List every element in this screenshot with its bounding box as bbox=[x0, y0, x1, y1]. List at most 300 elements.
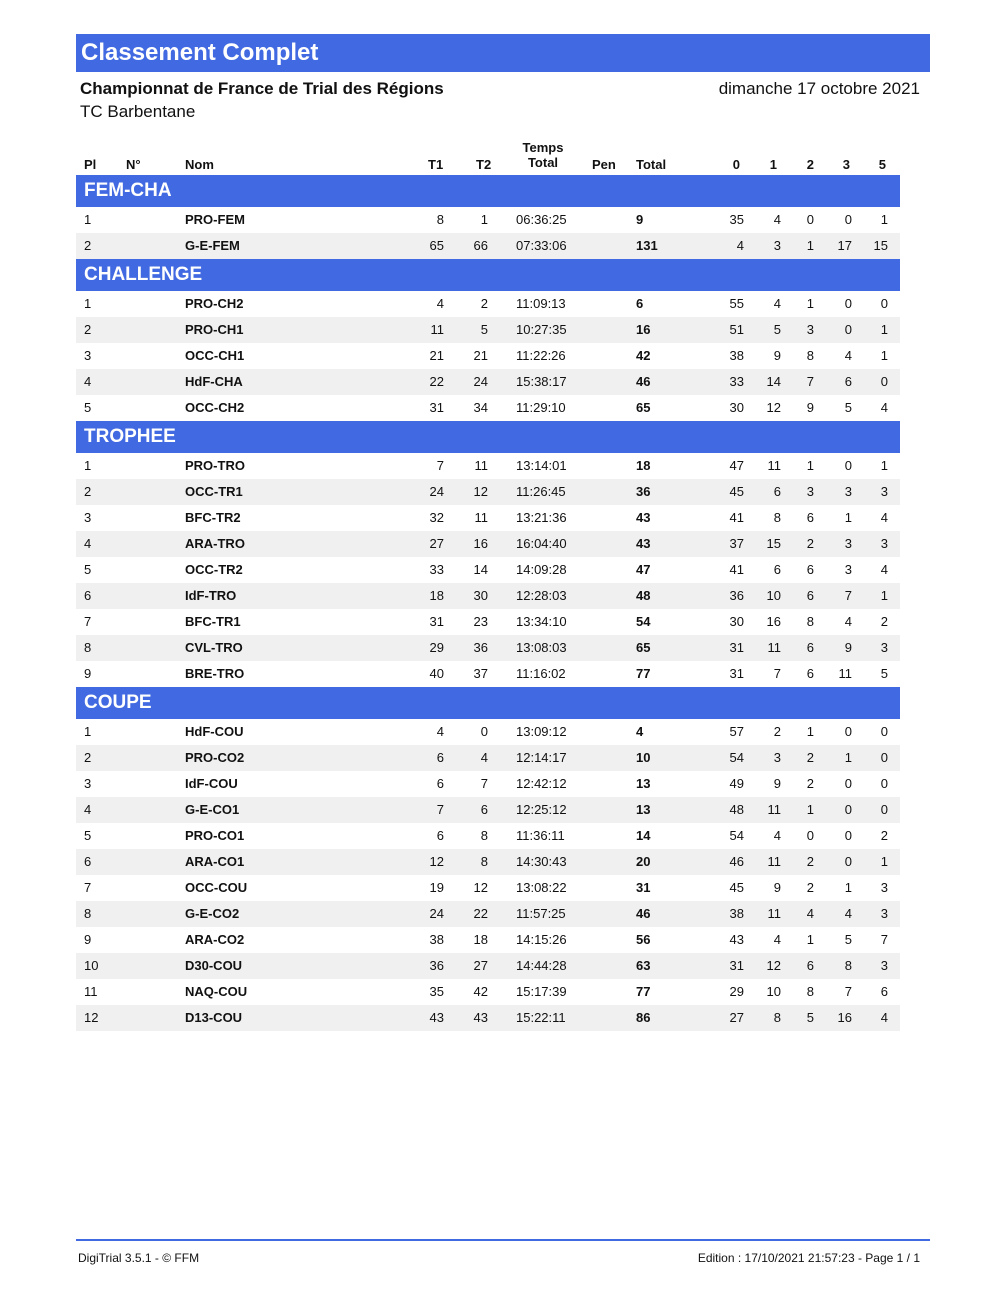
cell-total: 65 bbox=[636, 640, 651, 655]
cell-one: 15 bbox=[766, 536, 781, 551]
cell-place: 4 bbox=[84, 802, 92, 817]
cell-one: 3 bbox=[773, 238, 781, 253]
cell-team: CVL-TRO bbox=[185, 640, 243, 655]
section-header: TROPHEE bbox=[76, 421, 900, 453]
cell-total: 42 bbox=[636, 348, 651, 363]
cell-zero: 30 bbox=[729, 614, 744, 629]
cell-zero: 47 bbox=[729, 458, 744, 473]
cell-one: 8 bbox=[773, 1010, 781, 1025]
cell-t1: 65 bbox=[429, 238, 444, 253]
cell-three: 0 bbox=[844, 724, 852, 739]
cell-five: 5 bbox=[880, 666, 888, 681]
cell-t2: 43 bbox=[473, 1010, 488, 1025]
cell-three: 3 bbox=[844, 484, 852, 499]
cell-time: 11:29:10 bbox=[516, 400, 566, 415]
cell-five: 3 bbox=[880, 958, 888, 973]
cell-one: 11 bbox=[767, 458, 781, 473]
cell-total: 16 bbox=[636, 322, 651, 337]
cell-three: 11 bbox=[838, 666, 852, 681]
cell-place: 1 bbox=[84, 212, 92, 227]
cell-one: 16 bbox=[766, 614, 781, 629]
cell-one: 11 bbox=[767, 854, 781, 869]
cell-three: 4 bbox=[844, 906, 852, 921]
cell-three: 5 bbox=[844, 932, 852, 947]
cell-place: 2 bbox=[84, 484, 92, 499]
cell-place: 3 bbox=[84, 776, 92, 791]
cell-place: 3 bbox=[84, 348, 92, 363]
cell-one: 7 bbox=[773, 666, 781, 681]
cell-two: 2 bbox=[806, 854, 814, 869]
cell-two: 6 bbox=[806, 666, 814, 681]
cell-t2: 21 bbox=[473, 348, 488, 363]
cell-t2: 22 bbox=[473, 906, 488, 921]
cell-two: 1 bbox=[806, 238, 814, 253]
cell-t1: 19 bbox=[429, 880, 444, 895]
cell-place: 7 bbox=[84, 880, 92, 895]
cell-team: BFC-TR2 bbox=[185, 510, 241, 525]
cell-team: PRO-CH1 bbox=[185, 322, 244, 337]
cell-zero: 29 bbox=[729, 984, 744, 999]
cell-one: 12 bbox=[766, 400, 781, 415]
cell-t1: 24 bbox=[429, 484, 444, 499]
cell-t1: 40 bbox=[429, 666, 444, 681]
cell-two: 2 bbox=[806, 776, 814, 791]
cell-five: 3 bbox=[880, 536, 888, 551]
cell-team: BFC-TR1 bbox=[185, 614, 241, 629]
table-row bbox=[76, 291, 900, 317]
cell-place: 5 bbox=[84, 400, 92, 415]
results-table bbox=[76, 175, 900, 1031]
cell-one: 4 bbox=[773, 212, 781, 227]
cell-three: 0 bbox=[844, 212, 852, 227]
cell-one: 6 bbox=[773, 484, 781, 499]
cell-two: 9 bbox=[806, 400, 814, 415]
cell-team: OCC-TR2 bbox=[185, 562, 243, 577]
cell-zero: 48 bbox=[729, 802, 744, 817]
cell-t2: 42 bbox=[473, 984, 488, 999]
cell-total: 9 bbox=[636, 212, 644, 227]
cell-five: 0 bbox=[880, 296, 888, 311]
cell-two: 6 bbox=[806, 510, 814, 525]
cell-time: 13:08:22 bbox=[516, 880, 567, 895]
cell-t1: 35 bbox=[429, 984, 444, 999]
cell-five: 1 bbox=[880, 212, 888, 227]
page-title: Classement Complet bbox=[81, 39, 319, 66]
cell-three: 0 bbox=[844, 776, 852, 791]
cell-three: 8 bbox=[844, 958, 852, 973]
table-row bbox=[76, 661, 900, 687]
table-row bbox=[76, 609, 900, 635]
cell-two: 2 bbox=[806, 750, 814, 765]
cell-zero: 31 bbox=[729, 640, 744, 655]
column-headers bbox=[76, 140, 900, 174]
cell-one: 9 bbox=[773, 348, 781, 363]
cell-one: 12 bbox=[766, 958, 781, 973]
cell-team: PRO-TRO bbox=[185, 458, 245, 473]
cell-two: 0 bbox=[806, 212, 814, 227]
cell-three: 1 bbox=[844, 880, 852, 895]
cell-two: 6 bbox=[806, 588, 814, 603]
cell-t2: 16 bbox=[473, 536, 488, 551]
cell-one: 4 bbox=[773, 296, 781, 311]
cell-one: 4 bbox=[773, 828, 781, 843]
col-nom: Nom bbox=[185, 157, 214, 172]
cell-three: 5 bbox=[844, 400, 852, 415]
cell-total: 86 bbox=[636, 1010, 651, 1025]
cell-three: 0 bbox=[844, 854, 852, 869]
cell-t2: 30 bbox=[473, 588, 488, 603]
cell-two: 8 bbox=[806, 348, 814, 363]
cell-two: 5 bbox=[806, 1010, 814, 1025]
cell-two: 8 bbox=[806, 614, 814, 629]
cell-one: 4 bbox=[773, 932, 781, 947]
cell-time: 11:09:13 bbox=[516, 296, 566, 311]
cell-t1: 27 bbox=[429, 536, 444, 551]
cell-total: 36 bbox=[636, 484, 651, 499]
cell-time: 14:30:43 bbox=[516, 854, 567, 869]
cell-zero: 57 bbox=[729, 724, 744, 739]
col-temps: Temps bbox=[522, 140, 564, 155]
cell-place: 6 bbox=[84, 854, 92, 869]
cell-three: 17 bbox=[837, 238, 852, 253]
cell-team: OCC-CH1 bbox=[185, 348, 245, 363]
cell-five: 4 bbox=[880, 562, 888, 577]
cell-three: 0 bbox=[844, 458, 852, 473]
cell-t2: 8 bbox=[480, 854, 488, 869]
cell-time: 13:34:10 bbox=[516, 614, 567, 629]
cell-two: 8 bbox=[806, 984, 814, 999]
cell-total: 47 bbox=[636, 562, 651, 577]
table-row bbox=[76, 823, 900, 849]
col-total-time: Total bbox=[527, 155, 559, 170]
cell-zero: 41 bbox=[729, 510, 744, 525]
cell-total: 4 bbox=[636, 724, 644, 739]
table-row bbox=[76, 505, 900, 531]
cell-three: 0 bbox=[844, 296, 852, 311]
cell-t2: 34 bbox=[473, 400, 488, 415]
cell-two: 1 bbox=[806, 296, 814, 311]
cell-two: 1 bbox=[806, 802, 814, 817]
cell-t2: 12 bbox=[473, 880, 488, 895]
col-num: N° bbox=[126, 157, 141, 172]
cell-zero: 45 bbox=[729, 484, 744, 499]
cell-three: 1 bbox=[844, 510, 852, 525]
cell-three: 0 bbox=[844, 322, 852, 337]
cell-t2: 11 bbox=[474, 458, 488, 473]
cell-t1: 31 bbox=[429, 614, 444, 629]
cell-t2: 7 bbox=[480, 776, 488, 791]
cell-t1: 22 bbox=[429, 374, 444, 389]
cell-zero: 38 bbox=[729, 906, 744, 921]
table-row bbox=[76, 719, 900, 745]
cell-zero: 31 bbox=[729, 958, 744, 973]
cell-place: 9 bbox=[84, 666, 92, 681]
cell-two: 2 bbox=[806, 880, 814, 895]
cell-total: 46 bbox=[636, 906, 651, 921]
cell-place: 2 bbox=[84, 322, 92, 337]
table-row bbox=[76, 557, 900, 583]
cell-time: 07:33:06 bbox=[516, 238, 567, 253]
cell-t1: 7 bbox=[436, 802, 444, 817]
cell-total: 18 bbox=[636, 458, 651, 473]
table-row bbox=[76, 927, 900, 953]
table-row bbox=[76, 369, 900, 395]
club-name: TC Barbentane bbox=[80, 102, 196, 121]
cell-five: 2 bbox=[880, 614, 888, 629]
cell-team: ARA-CO1 bbox=[185, 854, 245, 869]
cell-zero: 54 bbox=[729, 828, 744, 843]
cell-t1: 8 bbox=[436, 212, 444, 227]
cell-place: 10 bbox=[84, 958, 99, 973]
cell-one: 8 bbox=[773, 510, 781, 525]
cell-t2: 27 bbox=[473, 958, 488, 973]
cell-zero: 41 bbox=[729, 562, 744, 577]
cell-total: 13 bbox=[636, 776, 651, 791]
cell-three: 4 bbox=[844, 614, 852, 629]
cell-team: ARA-CO2 bbox=[185, 932, 245, 947]
cell-total: 131 bbox=[636, 238, 658, 253]
cell-time: 13:21:36 bbox=[516, 510, 567, 525]
cell-place: 1 bbox=[84, 296, 92, 311]
cell-time: 16:04:40 bbox=[516, 536, 567, 551]
cell-place: 7 bbox=[84, 614, 92, 629]
col-t2: T2 bbox=[476, 157, 492, 172]
cell-place: 2 bbox=[84, 750, 92, 765]
cell-time: 11:22:26 bbox=[516, 348, 566, 363]
cell-total: 13 bbox=[636, 802, 651, 817]
cell-total: 46 bbox=[636, 374, 651, 389]
cell-time: 12:14:17 bbox=[516, 750, 567, 765]
cell-team: NAQ-COU bbox=[185, 984, 248, 999]
cell-total: 48 bbox=[636, 588, 651, 603]
table-row bbox=[76, 635, 900, 661]
table-row bbox=[76, 395, 900, 421]
cell-three: 9 bbox=[844, 640, 852, 655]
footer-software: DigiTrial 3.5.1 - © FFM bbox=[78, 1251, 200, 1265]
cell-time: 11:57:25 bbox=[516, 906, 566, 921]
cell-t1: 11 bbox=[430, 322, 444, 337]
cell-time: 15:17:39 bbox=[516, 984, 567, 999]
cell-time: 11:36:11 bbox=[516, 828, 565, 843]
col-t1: T1 bbox=[428, 157, 444, 172]
cell-time: 11:16:02 bbox=[516, 666, 566, 681]
cell-five: 3 bbox=[880, 640, 888, 655]
cell-two: 2 bbox=[806, 536, 814, 551]
table-row bbox=[76, 233, 900, 259]
table-row bbox=[76, 979, 900, 1005]
cell-three: 3 bbox=[844, 536, 852, 551]
cell-three: 16 bbox=[837, 1010, 852, 1025]
cell-time: 14:15:26 bbox=[516, 932, 567, 947]
col-temps-total bbox=[513, 140, 573, 170]
cell-five: 1 bbox=[880, 458, 888, 473]
col-total: Total bbox=[636, 157, 667, 172]
cell-place: 2 bbox=[84, 238, 92, 253]
cell-three: 7 bbox=[844, 588, 852, 603]
cell-zero: 27 bbox=[729, 1010, 744, 1025]
cell-team: IdF-COU bbox=[185, 776, 238, 791]
cell-zero: 31 bbox=[729, 666, 744, 681]
cell-t2: 36 bbox=[473, 640, 488, 655]
cell-t2: 8 bbox=[480, 828, 488, 843]
cell-one: 14 bbox=[766, 374, 781, 389]
cell-two: 4 bbox=[806, 906, 814, 921]
cell-three: 7 bbox=[844, 984, 852, 999]
event-date: dimanche 17 octobre 2021 bbox=[718, 79, 920, 98]
cell-total: 65 bbox=[636, 400, 651, 415]
cell-t2: 66 bbox=[473, 238, 488, 253]
cell-time: 14:44:28 bbox=[516, 958, 567, 973]
table-row bbox=[76, 901, 900, 927]
cell-t2: 12 bbox=[473, 484, 488, 499]
cell-two: 1 bbox=[806, 932, 814, 947]
cell-five: 2 bbox=[880, 828, 888, 843]
cell-zero: 35 bbox=[729, 212, 744, 227]
cell-t2: 18 bbox=[473, 932, 488, 947]
cell-five: 4 bbox=[880, 510, 888, 525]
cell-total: 20 bbox=[636, 854, 651, 869]
cell-zero: 45 bbox=[729, 880, 744, 895]
cell-zero: 4 bbox=[736, 238, 744, 253]
cell-time: 13:08:03 bbox=[516, 640, 567, 655]
cell-one: 3 bbox=[773, 750, 781, 765]
table-row bbox=[76, 745, 900, 771]
cell-place: 5 bbox=[84, 562, 92, 577]
cell-zero: 33 bbox=[729, 374, 744, 389]
cell-t2: 1 bbox=[480, 212, 488, 227]
cell-three: 3 bbox=[844, 562, 852, 577]
cell-team: G-E-CO2 bbox=[185, 906, 240, 921]
cell-place: 11 bbox=[84, 984, 98, 999]
cell-t1: 7 bbox=[436, 458, 444, 473]
section-header: CHALLENGE bbox=[76, 259, 900, 291]
cell-team: PRO-CH2 bbox=[185, 296, 244, 311]
cell-five: 0 bbox=[880, 374, 888, 389]
cell-five: 6 bbox=[880, 984, 888, 999]
cell-team: OCC-CH2 bbox=[185, 400, 245, 415]
col-3: 3 bbox=[842, 157, 850, 172]
col-5: 5 bbox=[878, 157, 886, 172]
cell-five: 3 bbox=[880, 906, 888, 921]
table-row bbox=[76, 583, 900, 609]
cell-five: 4 bbox=[880, 400, 888, 415]
cell-t2: 0 bbox=[480, 724, 488, 739]
table-row bbox=[76, 317, 900, 343]
table-row bbox=[76, 479, 900, 505]
col-0: 0 bbox=[732, 157, 740, 172]
cell-five: 0 bbox=[880, 776, 888, 791]
cell-t1: 31 bbox=[429, 400, 444, 415]
cell-two: 7 bbox=[806, 374, 814, 389]
cell-one: 9 bbox=[773, 880, 781, 895]
cell-team: G-E-CO1 bbox=[185, 802, 240, 817]
cell-total: 77 bbox=[636, 984, 651, 999]
cell-time: 12:25:12 bbox=[516, 802, 567, 817]
cell-t1: 38 bbox=[429, 932, 444, 947]
title-bar bbox=[76, 34, 930, 72]
cell-t1: 18 bbox=[429, 588, 444, 603]
cell-three: 1 bbox=[844, 750, 852, 765]
table-row bbox=[76, 771, 900, 797]
cell-t1: 21 bbox=[429, 348, 444, 363]
cell-t2: 5 bbox=[480, 322, 488, 337]
cell-t2: 6 bbox=[480, 802, 488, 817]
cell-place: 3 bbox=[84, 510, 92, 525]
cell-time: 12:28:03 bbox=[516, 588, 567, 603]
cell-t2: 37 bbox=[473, 666, 488, 681]
cell-zero: 49 bbox=[729, 776, 744, 791]
cell-time: 13:14:01 bbox=[516, 458, 567, 473]
cell-place: 8 bbox=[84, 640, 92, 655]
cell-total: 14 bbox=[636, 828, 651, 843]
cell-team: D13-COU bbox=[185, 1010, 243, 1025]
cell-five: 0 bbox=[880, 802, 888, 817]
cell-team: PRO-FEM bbox=[185, 212, 245, 227]
cell-zero: 54 bbox=[729, 750, 744, 765]
cell-five: 0 bbox=[880, 724, 888, 739]
cell-t1: 4 bbox=[436, 724, 444, 739]
cell-three: 6 bbox=[844, 374, 852, 389]
cell-zero: 51 bbox=[729, 322, 744, 337]
section-header: FEM-CHA bbox=[76, 175, 900, 207]
cell-t1: 32 bbox=[429, 510, 444, 525]
cell-t2: 14 bbox=[473, 562, 488, 577]
table-row bbox=[76, 1005, 900, 1031]
cell-two: 3 bbox=[806, 322, 814, 337]
cell-total: 77 bbox=[636, 666, 651, 681]
cell-t1: 6 bbox=[436, 776, 444, 791]
cell-place: 12 bbox=[84, 1010, 99, 1025]
cell-five: 4 bbox=[880, 1010, 888, 1025]
cell-place: 1 bbox=[84, 724, 92, 739]
cell-t1: 6 bbox=[436, 828, 444, 843]
cell-one: 10 bbox=[766, 984, 781, 999]
cell-five: 1 bbox=[880, 588, 888, 603]
cell-total: 31 bbox=[636, 880, 651, 895]
cell-two: 0 bbox=[806, 828, 814, 843]
cell-total: 10 bbox=[636, 750, 651, 765]
section-header: COUPE bbox=[76, 687, 900, 719]
cell-team: OCC-COU bbox=[185, 880, 248, 895]
cell-five: 3 bbox=[880, 484, 888, 499]
cell-zero: 37 bbox=[729, 536, 744, 551]
cell-five: 15 bbox=[873, 238, 888, 253]
cell-team: PRO-CO1 bbox=[185, 828, 245, 843]
cell-t1: 12 bbox=[429, 854, 444, 869]
cell-place: 6 bbox=[84, 588, 92, 603]
cell-two: 6 bbox=[806, 958, 814, 973]
cell-time: 14:09:28 bbox=[516, 562, 567, 577]
cell-place: 4 bbox=[84, 374, 92, 389]
cell-t2: 4 bbox=[480, 750, 488, 765]
cell-total: 43 bbox=[636, 510, 651, 525]
cell-zero: 46 bbox=[729, 854, 744, 869]
cell-team: OCC-TR1 bbox=[185, 484, 243, 499]
cell-t2: 11 bbox=[474, 510, 488, 525]
cell-five: 3 bbox=[880, 880, 888, 895]
cell-t1: 29 bbox=[429, 640, 444, 655]
cell-total: 56 bbox=[636, 932, 651, 947]
cell-place: 5 bbox=[84, 828, 92, 843]
cell-five: 7 bbox=[880, 932, 888, 947]
col-pl: Pl bbox=[84, 157, 97, 172]
cell-total: 54 bbox=[636, 614, 651, 629]
cell-t2: 24 bbox=[473, 374, 488, 389]
table-row bbox=[76, 531, 900, 557]
cell-t1: 43 bbox=[429, 1010, 444, 1025]
cell-t1: 36 bbox=[429, 958, 444, 973]
col-pen: Pen bbox=[592, 157, 616, 172]
